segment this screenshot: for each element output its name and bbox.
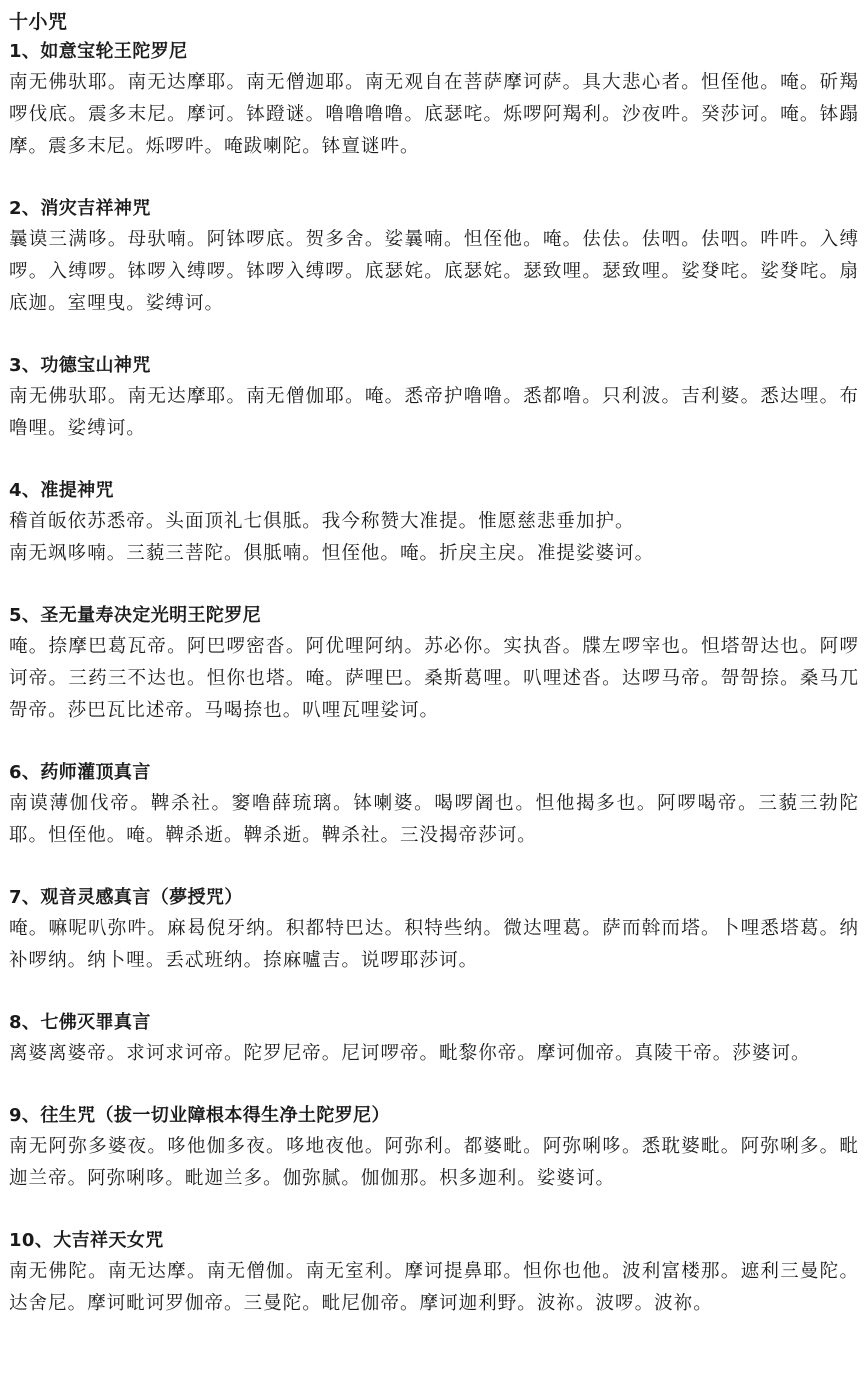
mantra-section <box>9 193 859 320</box>
mantra-text: 南无佛陀。南无达摩。南无僧伽。南无室利。摩诃提鼻耶。怛你也他。波利富楼那。遮利三曼陀。达舍尼。摩诃毗诃罗伽帝。三曼陀。毗尼伽帝。摩诃迦利野。波祢。波啰。波祢。 <box>9 1261 859 1314</box>
mantra-section <box>9 600 859 727</box>
mantra-section <box>9 1225 859 1320</box>
section-body <box>9 631 859 727</box>
mantra-text: 唵。捺摩巴葛瓦帝。阿巴啰密沓。阿优哩阿纳。苏必你。实执沓。牒左啰宰也。怛塔哿达也。阿啰诃帝。三药三不达也。怛你也塔。唵。萨哩巴。桑斯葛哩。叭哩述沓。达啰马帝。哿哿捺。桑马兀哿帝。莎巴瓦比述帝。马喝捺也。叭哩瓦哩娑诃。 <box>9 636 859 721</box>
section-heading: 6、药师灌顶真言 <box>9 762 151 783</box>
section-body <box>9 224 859 320</box>
section-body <box>9 67 859 163</box>
mantra-text: 南无佛驮耶。南无达摩耶。南无僧伽耶。唵。悉帝护噜噜。悉都噜。只利波。吉利婆。悉达哩。布噜哩。娑缚诃。 <box>9 386 859 439</box>
mantra-section <box>9 475 859 570</box>
section-heading: 8、七佛灭罪真言 <box>9 1012 151 1033</box>
section-heading: 7、观音灵感真言（夢授咒） <box>9 887 243 908</box>
mantra-text: 曩谟三满哆。母驮喃。阿钵啰底。贺多舍。娑曩喃。怛侄他。唵。佉佉。佉呬。佉呬。吽吽。入缚啰。入缚啰。钵啰入缚啰。钵啰入缚啰。底瑟姹。底瑟姹。瑟致哩。瑟致哩。娑癹咤。娑癹咤。扇底迦。室哩曳。娑缚诃。 <box>9 229 859 314</box>
mantra-section <box>9 757 859 852</box>
document-page <box>9 8 859 1320</box>
mantra-section <box>9 350 859 445</box>
section-body <box>9 506 859 570</box>
mantra-text: 南无佛驮耶。南无达摩耶。南无僧迦耶。南无观自在菩萨摩诃萨。具大悲心者。怛侄他。唵。斫羯啰伐底。震多末尼。摩诃。钵蹬谜。噜噜噜噜。底瑟咤。烁啰阿羯利。沙夜吽。癸莎诃。唵。钵蹋摩。震多末尼。烁啰吽。唵跋喇陀。钵亶谜吽。 <box>9 72 859 157</box>
section-list <box>9 36 859 1320</box>
section-body <box>9 381 859 445</box>
section-body <box>9 913 859 977</box>
section-heading: 4、准提神咒 <box>9 480 114 501</box>
mantra-text: 南无飒哆喃。三藐三菩陀。俱胝喃。怛侄他。唵。折戾主戾。准提娑婆诃。 <box>9 543 655 564</box>
mantra-text: 南谟薄伽伐帝。鞞杀社。窭噜薛琉璃。钵喇婆。喝啰阇也。怛他揭多也。阿啰喝帝。三藐三勃陀耶。怛侄他。唵。鞞杀逝。鞞杀逝。鞞杀社。三没揭帝莎诃。 <box>9 793 859 846</box>
mantra-section <box>9 1007 859 1070</box>
section-heading: 9、往生咒（拔一切业障根本得生净土陀罗尼） <box>9 1105 390 1126</box>
section-body <box>9 1038 859 1070</box>
mantra-section <box>9 1100 859 1195</box>
section-body <box>9 1131 859 1195</box>
mantra-text: 南无阿弥多婆夜。哆他伽多夜。哆地夜他。阿弥利。都婆毗。阿弥唎哆。悉耽婆毗。阿弥唎多。毗迦兰帝。阿弥唎哆。毗迦兰多。伽弥腻。伽伽那。枳多迦利。娑婆诃。 <box>9 1136 859 1189</box>
section-heading: 5、圣无量寿决定光明王陀罗尼 <box>9 605 262 626</box>
mantra-section <box>9 882 859 977</box>
section-heading: 3、功德宝山神咒 <box>9 355 151 376</box>
document-title: 十小咒 <box>9 11 68 33</box>
mantra-text: 离婆离婆帝。求诃求诃帝。陀罗尼帝。尼诃啰帝。毗黎你帝。摩诃伽帝。真陵干帝。莎婆诃。 <box>9 1043 811 1064</box>
mantra-section <box>9 36 859 163</box>
section-heading: 1、如意宝轮王陀罗尼 <box>9 41 188 62</box>
section-body <box>9 788 859 852</box>
section-heading: 2、消灾吉祥神咒 <box>9 198 151 219</box>
section-heading: 10、大吉祥天女咒 <box>9 1230 164 1251</box>
mantra-text: 稽首皈依苏悉帝。头面顶礼七俱胝。我今称赞大准提。惟愿慈悲垂加护。 <box>9 511 635 532</box>
mantra-text: 唵。嘛呢叭弥吽。麻曷倪牙纳。积都特巴达。积特些纳。微达哩葛。萨而斡而塔。卜哩悉塔葛。纳补啰纳。纳卜哩。丢忒班纳。捺麻嚧吉。说啰耶莎诃。 <box>9 918 859 971</box>
section-body <box>9 1256 859 1320</box>
